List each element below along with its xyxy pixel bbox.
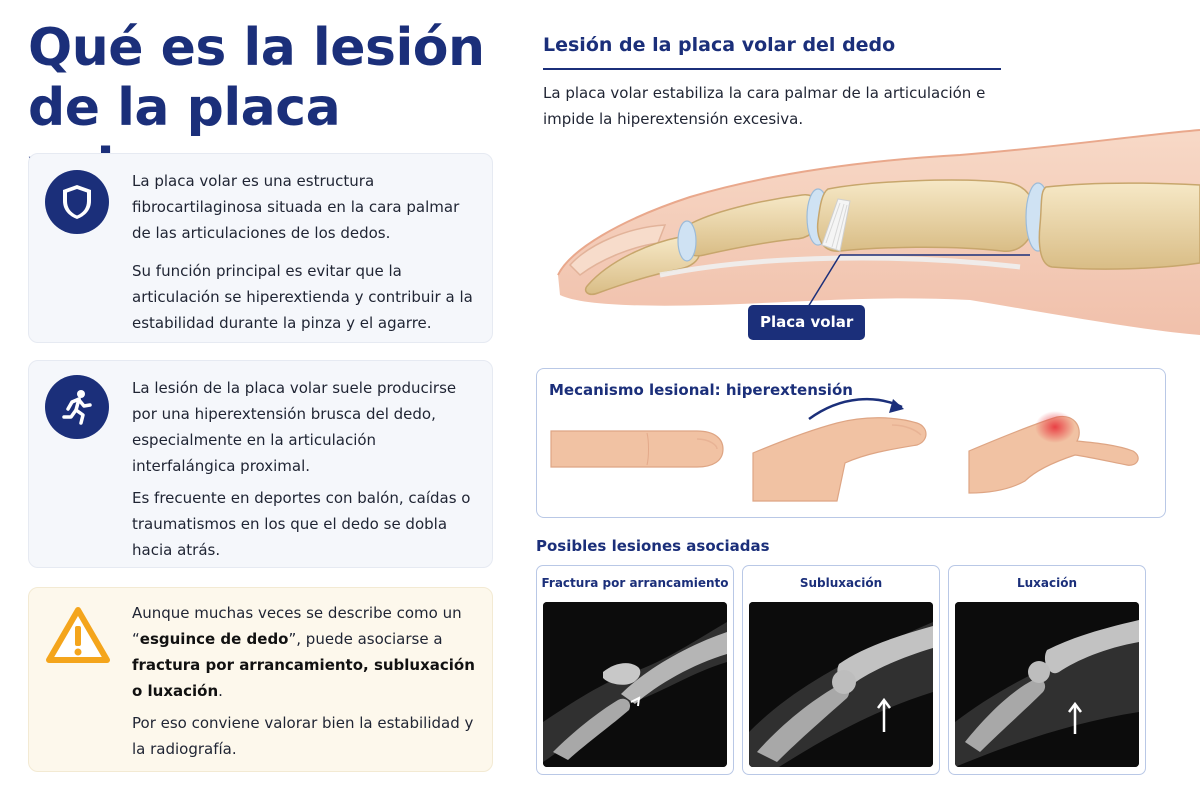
finger-straight-illustration — [551, 431, 723, 467]
mechanism-title: Mecanismo lesional: hiperextensión — [549, 381, 853, 399]
card-paragraph: Es frecuente en deportes con balón, caídas o traumatismos en los que el dedo se dobla hacia atrás. — [132, 489, 471, 559]
info-card-mechanism — [28, 360, 493, 568]
section-title: Lesión de la placa volar del dedo — [543, 34, 1001, 70]
card-paragraph: Su función principal es evitar que la articulación se hiperextienda y contribuir a la estabilidad durante la pinza y el agarre. — [132, 262, 473, 332]
xray-label: Luxación — [1016, 576, 1078, 590]
warning-paragraph-2: Por eso conviene valorar bien la estabilidad y la radiografía. — [132, 714, 474, 758]
xray-image — [749, 602, 933, 767]
xray-label: Fractura por arrancamiento — [541, 576, 729, 590]
xray-image — [955, 602, 1139, 767]
card-paragraph: La lesión de la placa volar suele producirse por una hiperextensión brusca del dedo, especialmente en la articulación interfalángica proximal. — [132, 379, 457, 475]
finger-anatomy-illustration — [540, 125, 1200, 340]
mechanism-panel — [536, 368, 1166, 518]
running-person-icon — [45, 375, 109, 439]
xray-label: Subluxación — [799, 576, 883, 590]
xray-image — [543, 602, 727, 767]
volar-plate-label: Placa volar — [748, 305, 865, 340]
finger-hyperextended-illustration — [969, 411, 1138, 493]
page-title: Qué es la lesión de la placa — [28, 18, 485, 138]
info-card-anatomy — [28, 153, 493, 343]
xray-card-dislocation — [948, 565, 1146, 775]
xray-card-avulsion-fracture — [536, 565, 734, 775]
xray-card-subluxation — [742, 565, 940, 775]
associated-injuries-title: Posibles lesiones asociadas — [536, 537, 770, 555]
warning-paragraph: Aunque muchas veces se describe como un “esguince de dedo”, puede asociarse a fractura por arrancamiento, subluxación o luxación. — [132, 604, 475, 700]
shield-icon — [45, 170, 109, 234]
section-description: La placa volar estabiliza la cara palmar de la articulación e impide la hiperextensión excesiva. — [543, 84, 986, 128]
finger-bending-illustration — [753, 418, 926, 501]
warning-card — [28, 587, 493, 772]
warning-icon — [45, 606, 111, 666]
card-paragraph: La placa volar es una estructura fibrocartilaginosa situada en la cara palmar de las articulaciones de los dedos. — [132, 172, 460, 242]
